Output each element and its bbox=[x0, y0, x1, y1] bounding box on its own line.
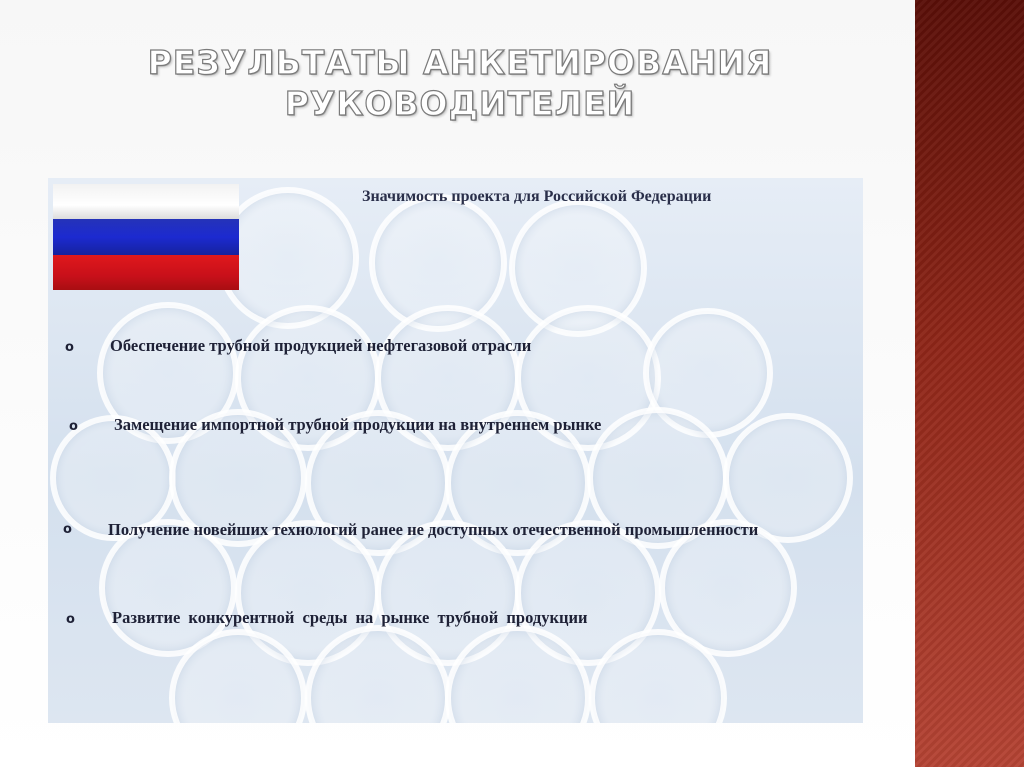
decorative-side-band bbox=[915, 0, 1024, 767]
slide-title-line-1: РЕЗУЛЬТАТЫ АНКЕТИРОВАНИЯ bbox=[147, 43, 773, 82]
flag-white-stripe bbox=[53, 184, 239, 219]
slide-title bbox=[120, 42, 800, 124]
slide-title-line-2: РУКОВОДИТЕЛЕЙ bbox=[284, 84, 636, 123]
panel-heading: Значимость проекта для Российской Федерации bbox=[362, 188, 712, 205]
list-item-text: Замещение импортной трубной продукции на внутреннем рынке bbox=[114, 415, 602, 434]
list-item bbox=[48, 516, 863, 576]
bullet-circle-icon: o bbox=[65, 340, 74, 355]
flag-blue-stripe bbox=[53, 219, 239, 254]
content-panel bbox=[48, 178, 863, 723]
list-item bbox=[48, 415, 863, 445]
flag-red-stripe bbox=[53, 255, 239, 290]
list-item bbox=[48, 336, 863, 366]
russian-flag-image bbox=[53, 184, 239, 290]
list-item-text: Получение новейших технологий ранее не доступных отечественной промышленности bbox=[108, 520, 759, 539]
bullet-circle-icon: o bbox=[69, 419, 78, 434]
bullet-circle-icon: o bbox=[66, 612, 75, 627]
list-item-text: Развитие конкурентной среды на рынке трубной продукции bbox=[112, 608, 588, 627]
list-item bbox=[48, 608, 863, 638]
bullet-circle-icon: o bbox=[63, 522, 72, 537]
list-item-text: Обеспечение трубной продукцией нефтегазовой отрасли bbox=[110, 336, 532, 355]
